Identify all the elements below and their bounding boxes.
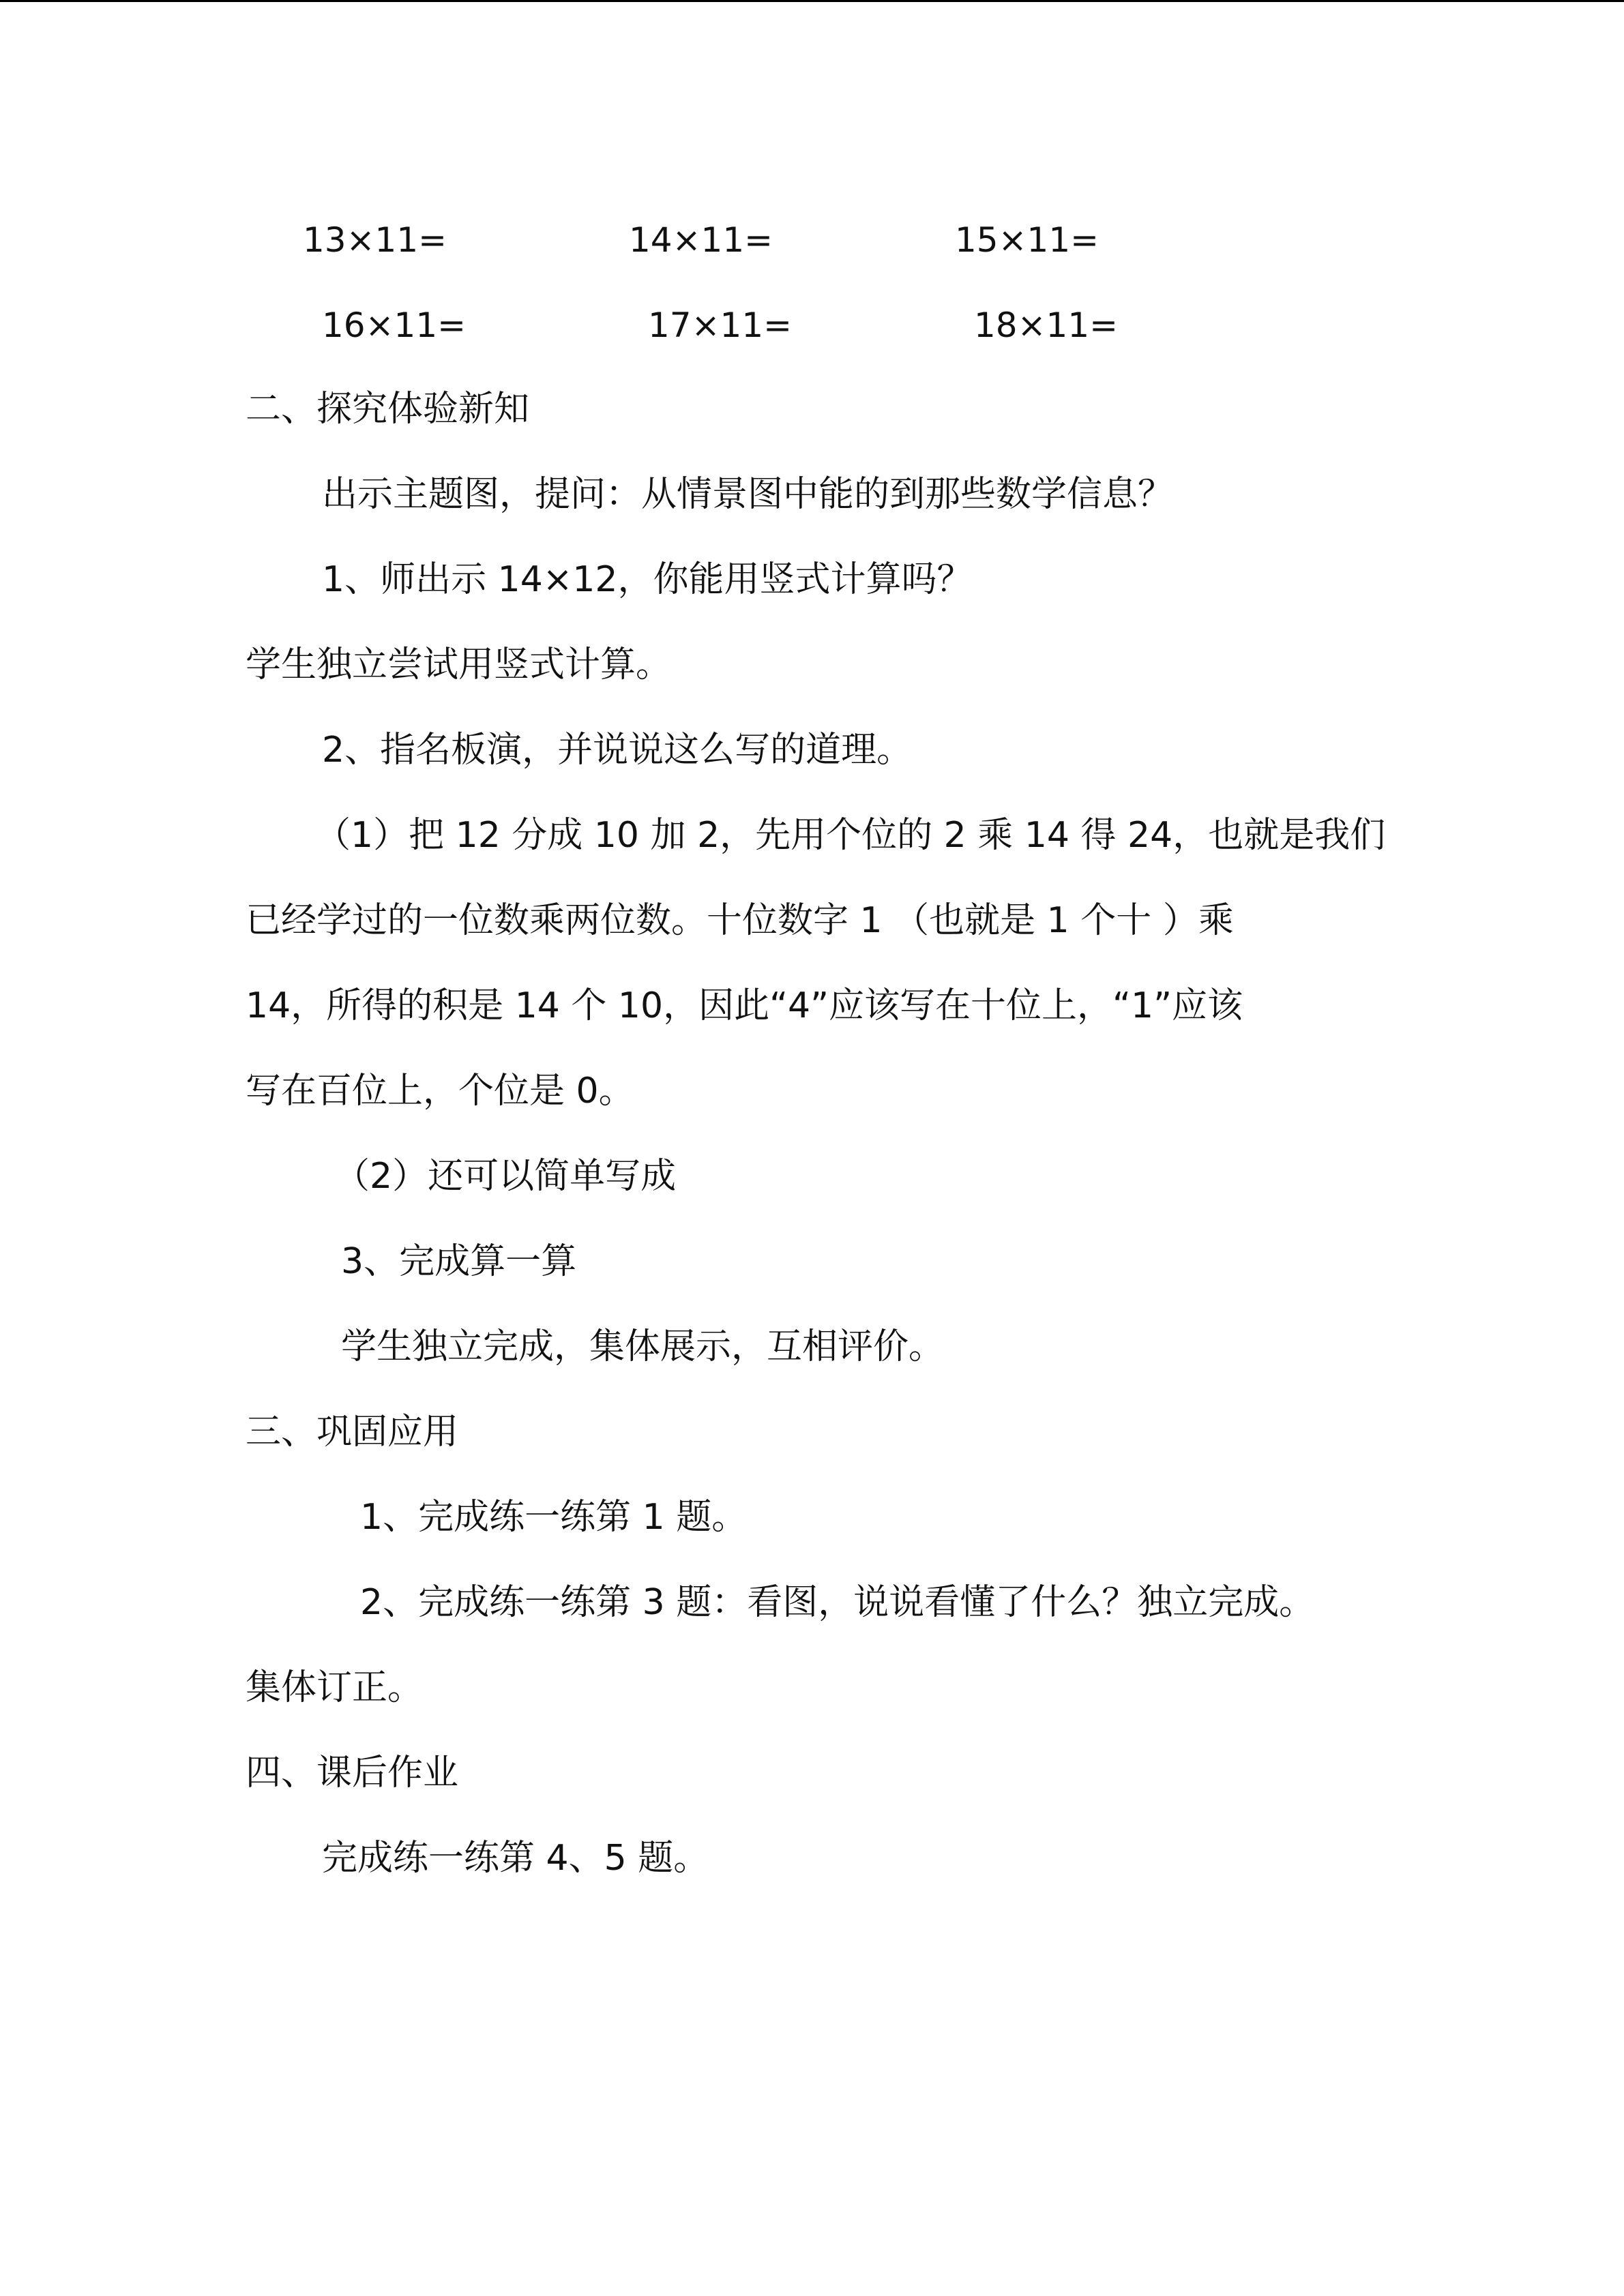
section-heading-homework: 四、课后作业 <box>246 1753 459 1793</box>
paragraph: 14，所得的积是 14 个 10，因此“4”应该写在十位上，“1”应该 <box>246 985 1243 1026</box>
paragraph: 写在百位上，个位是 0。 <box>246 1071 634 1112</box>
exercise-14x11: 14×11= <box>629 220 773 260</box>
paragraph: 已经学过的一位数乘两位数。十位数字 1 （也就是 1 个十 ）乘 <box>246 900 1234 941</box>
paragraph: 2、完成练一练第 3 题：看图，说说看懂了什么？独立完成。 <box>360 1582 1315 1623</box>
exercise-18x11: 18×11= <box>974 305 1119 345</box>
paragraph: 学生独立尝试用竖式计算。 <box>246 644 672 685</box>
exercise-16x11: 16×11= <box>322 305 467 345</box>
paragraph: 1、师出示 14×12，你能用竖式计算吗？ <box>322 559 973 600</box>
exercise-15x11: 15×11= <box>955 220 1099 260</box>
paragraph: 2、指名板演，并说说这么写的道理。 <box>322 730 913 771</box>
paragraph: 1、完成练一练第 1 题。 <box>360 1497 748 1538</box>
paragraph: （1）把 12 分成 10 加 2，先用个位的 2 乘 14 得 24，也就是我们 <box>315 815 1386 856</box>
section-heading-explore: 二、探究体验新知 <box>246 389 530 430</box>
top-border <box>0 0 1624 2</box>
paragraph: 完成练一练第 4、5 题。 <box>322 1838 709 1879</box>
section-heading-apply: 三、巩固应用 <box>246 1412 459 1452</box>
exercise-17x11: 17×11= <box>648 305 793 345</box>
paragraph: 3、完成算一算 <box>341 1241 577 1282</box>
exercise-13x11: 13×11= <box>303 220 447 260</box>
paragraph: 集体订正。 <box>246 1667 424 1708</box>
paragraph: 出示主题图，提问：从情景图中能的到那些数学信息？ <box>322 474 1174 515</box>
paragraph: （2）还可以简单写成 <box>334 1156 677 1197</box>
paragraph: 学生独立完成，集体展示，互相评价。 <box>341 1326 945 1367</box>
